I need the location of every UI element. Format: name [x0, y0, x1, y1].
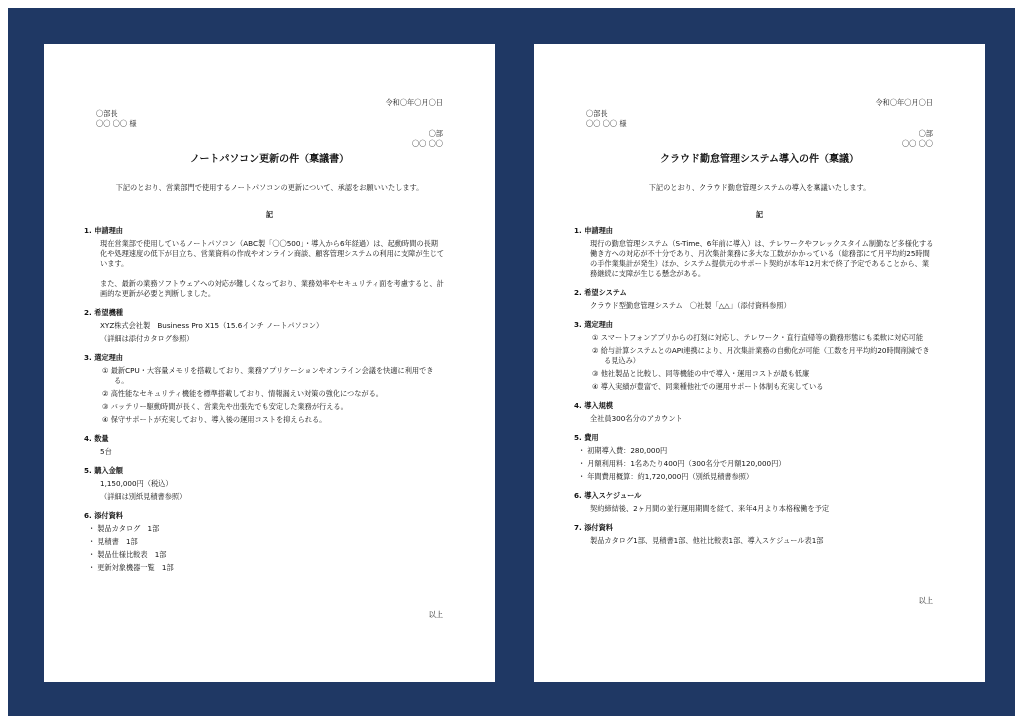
text-line: XYZ株式会社製 Business Pro X15（15.6インチ ノートパソコン） — [100, 321, 324, 330]
list-item: ・ 月額利用料：1名あたり400円（300名分で月額120,000円） — [574, 459, 935, 469]
intro-text: 下記のとおり、営業部門で使用するノートパソコンの更新について、承認をお願いいたします。 — [115, 183, 424, 192]
sender-name: 〇〇 〇〇 — [411, 139, 443, 148]
document-page-laptop-ringi — [44, 44, 495, 682]
date: 令和〇年〇月〇日 — [385, 98, 443, 107]
section-selection-reasons — [574, 320, 935, 392]
text-line: 製品カタログ1部、見積書1部、他社比較表1部、導入スケジュール表1部 — [590, 536, 824, 545]
section-heading: 5. 購入金額 — [84, 466, 123, 475]
section-heading: 2. 希望システム — [574, 288, 627, 297]
list-item: ③ 他社製品と比較し、同等機能の中で導入・運用コストが最も低廉 — [592, 369, 810, 378]
section-reason — [84, 226, 445, 299]
section-heading: 1. 申請理由 — [574, 226, 613, 235]
recipient-department: 〇部長 — [586, 109, 608, 118]
list-item: ③ バッテリー駆動時間が長く、営業先や出張先でも安定した業務が行える。 — [102, 402, 348, 411]
section-scale — [574, 401, 935, 424]
section-heading: 1. 申請理由 — [84, 226, 123, 235]
section-attachments — [574, 523, 935, 546]
list-item: ・ 製品仕様比較表 1部 — [84, 550, 445, 560]
date: 令和〇年〇月〇日 — [875, 98, 933, 107]
section-reason — [574, 226, 935, 279]
section-model — [84, 308, 445, 344]
section-schedule — [574, 491, 935, 514]
closing-ijo: 以上 — [428, 610, 443, 619]
section-quantity — [84, 434, 445, 457]
list-item: ・ 製品カタログ 1部 — [84, 524, 445, 534]
document-page-attendance-ringi — [534, 44, 985, 682]
list-item: ・ 更新対象機器一覧 1部 — [84, 563, 445, 573]
closing-ijo: 以上 — [918, 596, 933, 605]
list-item: ・ 年間費用概算：約1,720,000円（別紙見積書参照） — [574, 472, 935, 482]
paragraph: 現行の勤怠管理システム（S-Time、6年前に導入）は、テレワークやフレックスタイム制勤など多様化する働き方への対応が不十分であり、月次集計業務に多大な工数がかかっている（総務部にて月平均約25時間の手作業集計が発生）ほか、システム提供元のサポート契約が本年12月末で終了予定であることから、業務継続に支障が生じる懸念がある。 — [590, 239, 934, 278]
section-heading: 4. 数量 — [84, 434, 109, 443]
ki-heading: 記 — [265, 210, 274, 219]
recipient-name: 〇〇 〇〇 様 — [96, 119, 137, 128]
list-item: ① スマートフォンアプリからの打刻に対応し、テレワーク・直行直帰等の勤務形態にも柔軟に対応可能 — [592, 333, 924, 342]
intro-text: 下記のとおり、クラウド勤怠管理システムの導入を稟議いたします。 — [648, 183, 871, 192]
section-heading: 6. 添付資料 — [84, 511, 123, 520]
paragraph: 現在営業部で使用しているノートパソコン（ABC製「〇〇500」・導入から6年経過）は、起動時間の長期化や処理速度の低下が目立ち、営業資料の作成やオンライン商談、顧客管理システムの利用に支障が生じています。 — [100, 239, 445, 268]
section-attachments — [84, 511, 445, 573]
text-line: クラウド型勤怠管理システム 〇社製「△△」（添付資料参照） — [590, 301, 791, 310]
section-amount — [84, 466, 445, 502]
list-item: ② 高性能なセキュリティ機能を標準搭載しており、情報漏えい対策の強化につながる。 — [102, 389, 383, 398]
recipient-department: 〇部長 — [96, 109, 118, 118]
section-heading: 7. 添付資料 — [574, 523, 613, 532]
section-selection-reasons — [84, 353, 445, 425]
text-line: （詳細は添付カタログ参照） — [100, 334, 194, 343]
list-item: ④ 保守サポートが充実しており、導入後の運用コストを抑えられる。 — [102, 415, 327, 424]
section-heading: 3. 選定理由 — [84, 353, 123, 362]
text-line: 契約締結後、2ヶ月間の並行運用期間を経て、来年4月より本格稼働を予定 — [590, 504, 830, 513]
list-item: ④ 導入実績が豊富で、同業種他社での運用サポート体制も充実している — [592, 382, 824, 391]
document-body — [574, 226, 935, 555]
ki-heading: 記 — [755, 210, 764, 219]
document-title: ノートパソコン更新の件（稟議書） — [189, 154, 350, 165]
document-title: クラウド勤怠管理システム導入の件（稟議） — [660, 154, 859, 165]
list-item: ・ 初期導入費：280,000円 — [574, 446, 935, 456]
paragraph: また、最新の業務ソフトウェアへの対応が難しくなっており、業務効率やセキュリティ面を考慮すると、計画的な更新が必要と判断しました。 — [100, 279, 444, 298]
document-body — [84, 226, 445, 582]
section-heading: 3. 選定理由 — [574, 320, 613, 329]
section-cost — [574, 433, 935, 482]
recipient-name: 〇〇 〇〇 様 — [586, 119, 627, 128]
list-item: ・ 見積書 1部 — [84, 537, 445, 547]
sender-department: 〇部 — [918, 129, 933, 138]
section-heading: 5. 費用 — [574, 433, 599, 442]
sender-department: 〇部 — [428, 129, 443, 138]
section-heading: 4. 導入規模 — [574, 401, 613, 410]
list-item: ① 最新CPU・大容量メモリを搭載しており、業務アプリケーションやオンライン会議を快適に利用できる。 — [102, 366, 434, 385]
text-line: （詳細は別紙見積書参照） — [100, 492, 187, 501]
list-item: ② 給与計算システムとのAPI連携により、月次集計業務の自動化が可能（工数を月平均約20時間削減できる見込み） — [592, 346, 930, 365]
text-line: 1,150,000円（税込） — [100, 479, 173, 488]
text-line: 5台 — [100, 447, 112, 456]
section-heading: 2. 希望機種 — [84, 308, 123, 317]
section-system — [574, 288, 935, 311]
text-line: 全社員300名分のアカウント — [590, 414, 683, 423]
sender-name: 〇〇 〇〇 — [901, 139, 933, 148]
section-heading: 6. 導入スケジュール — [574, 491, 642, 500]
